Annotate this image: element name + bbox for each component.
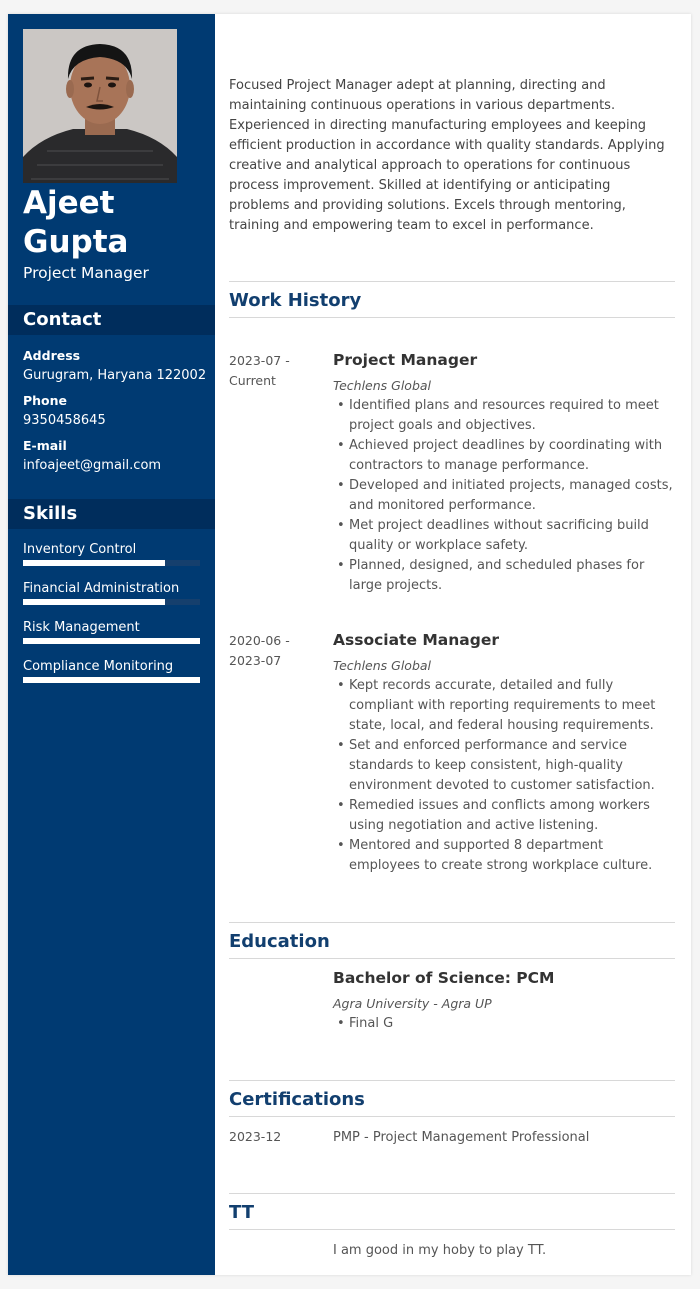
job-company: Techlens Global xyxy=(333,658,432,673)
profile-photo xyxy=(23,29,177,183)
list-item: • Achieved project deadlines by coordinating with contractors to manage performance. xyxy=(333,436,675,476)
job-bullets xyxy=(333,676,675,876)
job-title: Associate Manager xyxy=(333,631,500,649)
list-item: • Planned, designed, and scheduled phases for large projects. xyxy=(333,556,675,596)
job-date-end: 2023-07 xyxy=(229,653,282,668)
divider xyxy=(229,317,675,318)
certification-name: PMP - Project Management Professional xyxy=(333,1130,590,1145)
list-item: • Remedied issues and conflicts among workers using negotiation and active listening. xyxy=(333,796,675,836)
address-label: Address xyxy=(23,348,81,363)
skill-name: Financial Administration xyxy=(23,581,180,596)
list-item: • Identified plans and resources required to meet project goals and objectives. xyxy=(333,396,675,436)
divider xyxy=(229,1193,675,1194)
skill-bar-fill xyxy=(23,638,200,644)
skill-bar-fill xyxy=(23,560,165,566)
phone-label: Phone xyxy=(23,393,68,408)
email-label: E-mail xyxy=(23,438,67,453)
list-item: • Set and enforced performance and service standards to keep consistent, high-quality environment devoted to customer satisfaction. xyxy=(333,736,675,796)
list-item: • Kept records accurate, detailed and fully compliant with reporting requirements to meet state, local, and federal housing requirements. xyxy=(333,676,675,736)
skill-name: Compliance Monitoring xyxy=(23,659,174,674)
professional-summary: Focused Project Manager adept at planning, directing and maintaining continuous operations in various departments. Experienced in directing manufacturing employees and keeping efficient production in accordance with quality standards. Applying creative and analytical approach to operations for continuous process improvement. Skilled at identifying or anticipating problems and providing solutions. Excels through mentoring, training and empowering team to excel in performance. xyxy=(229,78,665,233)
address-value: Gurugram, Haryana 122002 xyxy=(23,368,207,383)
candidate-role: Project Manager xyxy=(23,264,149,282)
skills-heading: Skills xyxy=(8,499,215,529)
education-heading: Education xyxy=(229,931,330,952)
name-first: Ajeet xyxy=(23,185,115,221)
degree-title: Bachelor of Science: PCM xyxy=(333,969,555,987)
divider xyxy=(229,1116,675,1117)
work-history-heading: Work History xyxy=(229,290,362,311)
skill-bar xyxy=(23,560,200,566)
candidate-name xyxy=(23,184,203,262)
phone-value: 9350458645 xyxy=(23,413,106,428)
tt-heading: TT xyxy=(229,1202,254,1223)
job-bullets xyxy=(333,396,675,596)
job-title: Project Manager xyxy=(333,351,478,369)
email-value: infoajeet@gmail.com xyxy=(23,458,162,473)
school-name: Agra University - Agra UP xyxy=(333,996,492,1011)
job-date-end: Current xyxy=(229,373,276,388)
skill-bar-fill xyxy=(23,599,165,605)
name-last: Gupta xyxy=(23,224,129,260)
job-date xyxy=(229,631,329,671)
divider xyxy=(229,958,675,959)
certifications-heading: Certifications xyxy=(229,1089,365,1110)
list-item: • Mentored and supported 8 department employees to create strong workplace culture. xyxy=(333,836,675,876)
job-company: Techlens Global xyxy=(333,378,432,393)
job-date-start: 2020-06 - xyxy=(229,633,290,648)
skill-name: Risk Management xyxy=(23,620,140,635)
contact-heading: Contact xyxy=(8,305,215,335)
education-bullets xyxy=(333,1014,675,1034)
job-date xyxy=(229,351,329,391)
tt-text: I am good in my hoby to play TT. xyxy=(333,1243,547,1258)
list-item: • Final G xyxy=(333,1014,675,1034)
resume-page xyxy=(8,14,691,1275)
divider xyxy=(229,281,675,282)
profile-photo-image xyxy=(23,29,177,183)
list-item: • Met project deadlines without sacrificing build quality or workplace safety. xyxy=(333,516,675,556)
list-item: • Developed and initiated projects, managed costs, and monitored performance. xyxy=(333,476,675,516)
skill-bar xyxy=(23,638,200,644)
certification-date: 2023-12 xyxy=(229,1129,282,1144)
skill-name: Inventory Control xyxy=(23,542,137,557)
skill-bar xyxy=(23,677,200,683)
divider xyxy=(229,922,675,923)
divider xyxy=(229,1080,675,1081)
sidebar xyxy=(8,14,215,1275)
skill-bar-fill xyxy=(23,677,200,683)
skill-bar xyxy=(23,599,200,605)
job-date-start: 2023-07 - xyxy=(229,353,290,368)
divider xyxy=(229,1229,675,1230)
